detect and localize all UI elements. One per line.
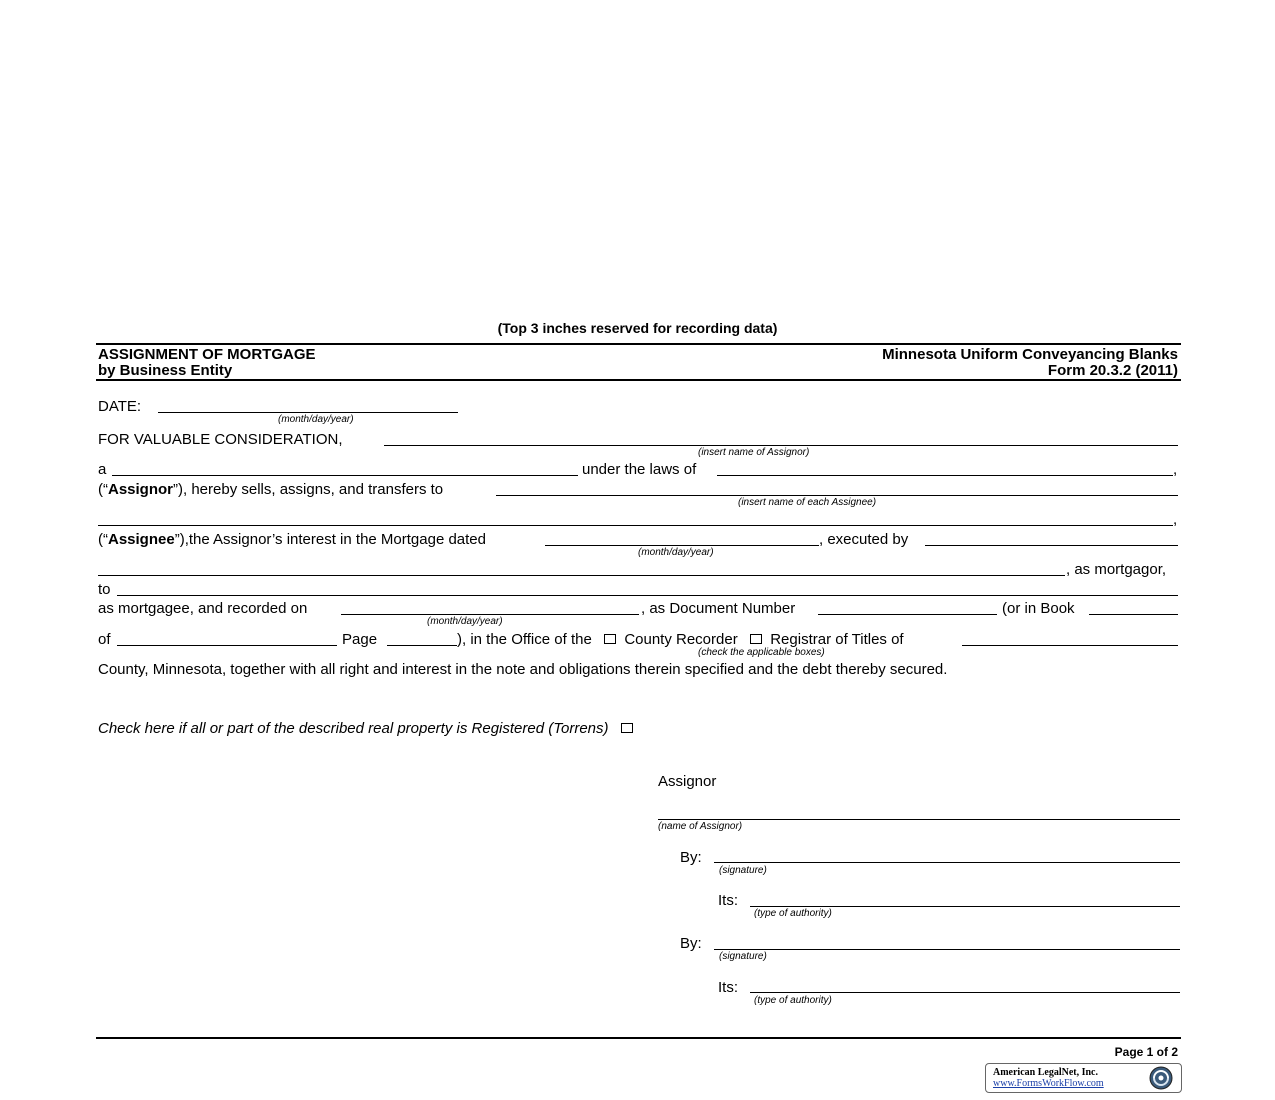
registrar-label: Registrar of Titles of xyxy=(770,631,904,648)
entity-type-field[interactable] xyxy=(112,475,578,476)
form-number: Form 20.3.2 (2011) xyxy=(1047,362,1178,379)
interest-text: ”),the Assignor’s interest in the Mortgage dated xyxy=(174,531,486,548)
assignee-hint: (insert name of each Assignee) xyxy=(738,497,877,508)
as-mortgagee-label: as mortgagee, and recorded on xyxy=(98,600,308,617)
comma: , xyxy=(1173,461,1178,478)
assignee-clause xyxy=(98,531,486,548)
torrens-text: Check here if all or part of the described real property is Registered (Torrens) xyxy=(98,720,609,737)
signature-hint-1: (signature) xyxy=(719,865,767,876)
assignor-clause xyxy=(98,481,443,498)
executed-by-field[interactable] xyxy=(925,545,1178,546)
header-bottom-rule xyxy=(96,379,1181,381)
under-laws-label: under the laws of xyxy=(582,461,697,478)
county-recorder-checkbox[interactable] xyxy=(604,634,616,644)
county-sentence: County, Minnesota, together with all right and interest in the note and obligations therein specified and the debt thereby secured. xyxy=(98,661,948,678)
or-in-book-label: (or in Book xyxy=(1002,600,1075,617)
authority-hint-1: (type of authority) xyxy=(754,908,832,919)
signature-field-1[interactable] xyxy=(714,862,1180,863)
assignor-heading: Assignor xyxy=(658,773,717,790)
header-top-rule xyxy=(96,343,1181,345)
open-quote: (“ xyxy=(98,481,108,498)
mortgagee-field[interactable] xyxy=(117,595,1178,596)
form-subtitle: by Business Entity xyxy=(98,362,233,379)
torrens-checkbox[interactable] xyxy=(621,723,633,733)
jurisdiction-field[interactable] xyxy=(717,475,1173,476)
as-mortgagor-label: , as mortgagor, xyxy=(1066,561,1167,578)
authority-field-1[interactable] xyxy=(750,906,1180,907)
a-label: a xyxy=(98,461,107,478)
its-label-1: Its: xyxy=(718,892,739,909)
signature-hint-2: (signature) xyxy=(719,951,767,962)
county-recorder-label: County Recorder xyxy=(624,631,738,648)
signature-field-2[interactable] xyxy=(714,949,1180,950)
torrens-row xyxy=(98,720,637,737)
doc-number-field[interactable] xyxy=(818,614,997,615)
in-office-label: ), in the Office of the xyxy=(457,631,592,648)
registrar-checkbox[interactable] xyxy=(750,634,762,644)
assignee-term: Assignee xyxy=(108,531,175,548)
mortgage-date-field[interactable] xyxy=(545,545,819,546)
recorded-date-field[interactable] xyxy=(341,614,639,615)
name-hint: (name of Assignor) xyxy=(658,821,743,832)
assignor-term: Assignor xyxy=(108,481,174,498)
county-field[interactable] xyxy=(962,645,1178,646)
footer-rule xyxy=(96,1037,1181,1039)
office-row xyxy=(457,631,904,648)
book-of-field[interactable] xyxy=(117,645,337,646)
mortgagor-field[interactable] xyxy=(98,575,1065,576)
assignee-name-field[interactable] xyxy=(496,495,1178,496)
assignee-name-field-2[interactable] xyxy=(98,525,1173,526)
to-label: to xyxy=(98,581,111,598)
doc-number-label: , as Document Number xyxy=(641,600,796,617)
open-quote-2: (“ xyxy=(98,531,108,548)
recorded-date-hint: (month/day/year) xyxy=(427,616,503,627)
mortgage-date-hint: (month/day/year) xyxy=(638,547,714,558)
assignor-name-field[interactable] xyxy=(384,445,1178,446)
book-field[interactable] xyxy=(1089,614,1178,615)
sells-text: ”), hereby sells, assigns, and transfers to xyxy=(173,481,444,498)
date-field[interactable] xyxy=(158,412,458,413)
authority-field-2[interactable] xyxy=(750,992,1180,993)
page-label: Page xyxy=(342,631,378,648)
form-title: ASSIGNMENT OF MORTGAGE xyxy=(98,346,316,363)
page-field[interactable] xyxy=(387,645,457,646)
assignor-signature-name-field[interactable] xyxy=(658,819,1180,820)
by-label-1: By: xyxy=(680,849,702,866)
executed-by-label: , executed by xyxy=(819,531,909,548)
page-number: Page 1 of 2 xyxy=(1114,1045,1178,1059)
comma-2: , xyxy=(1173,511,1178,528)
form-org: Minnesota Uniform Conveyancing Blanks xyxy=(882,346,1178,363)
logo-company: American LegalNet, Inc. xyxy=(993,1067,1098,1078)
logo xyxy=(985,1063,1182,1093)
logo-url[interactable]: www.FormsWorkFlow.com xyxy=(993,1078,1104,1089)
consideration-label: FOR VALUABLE CONSIDERATION, xyxy=(98,431,343,448)
date-hint: (month/day/year) xyxy=(278,414,354,425)
its-label-2: Its: xyxy=(718,979,739,996)
assignor-hint: (insert name of Assignor) xyxy=(698,447,810,458)
of-label: of xyxy=(98,631,111,648)
by-label-2: By: xyxy=(680,935,702,952)
check-boxes-hint: (check the applicable boxes) xyxy=(698,647,825,658)
authority-hint-2: (type of authority) xyxy=(754,995,832,1006)
date-label: DATE: xyxy=(98,398,142,415)
recording-note: (Top 3 inches reserved for recording data) xyxy=(497,320,778,336)
globe-icon xyxy=(1144,1065,1178,1091)
